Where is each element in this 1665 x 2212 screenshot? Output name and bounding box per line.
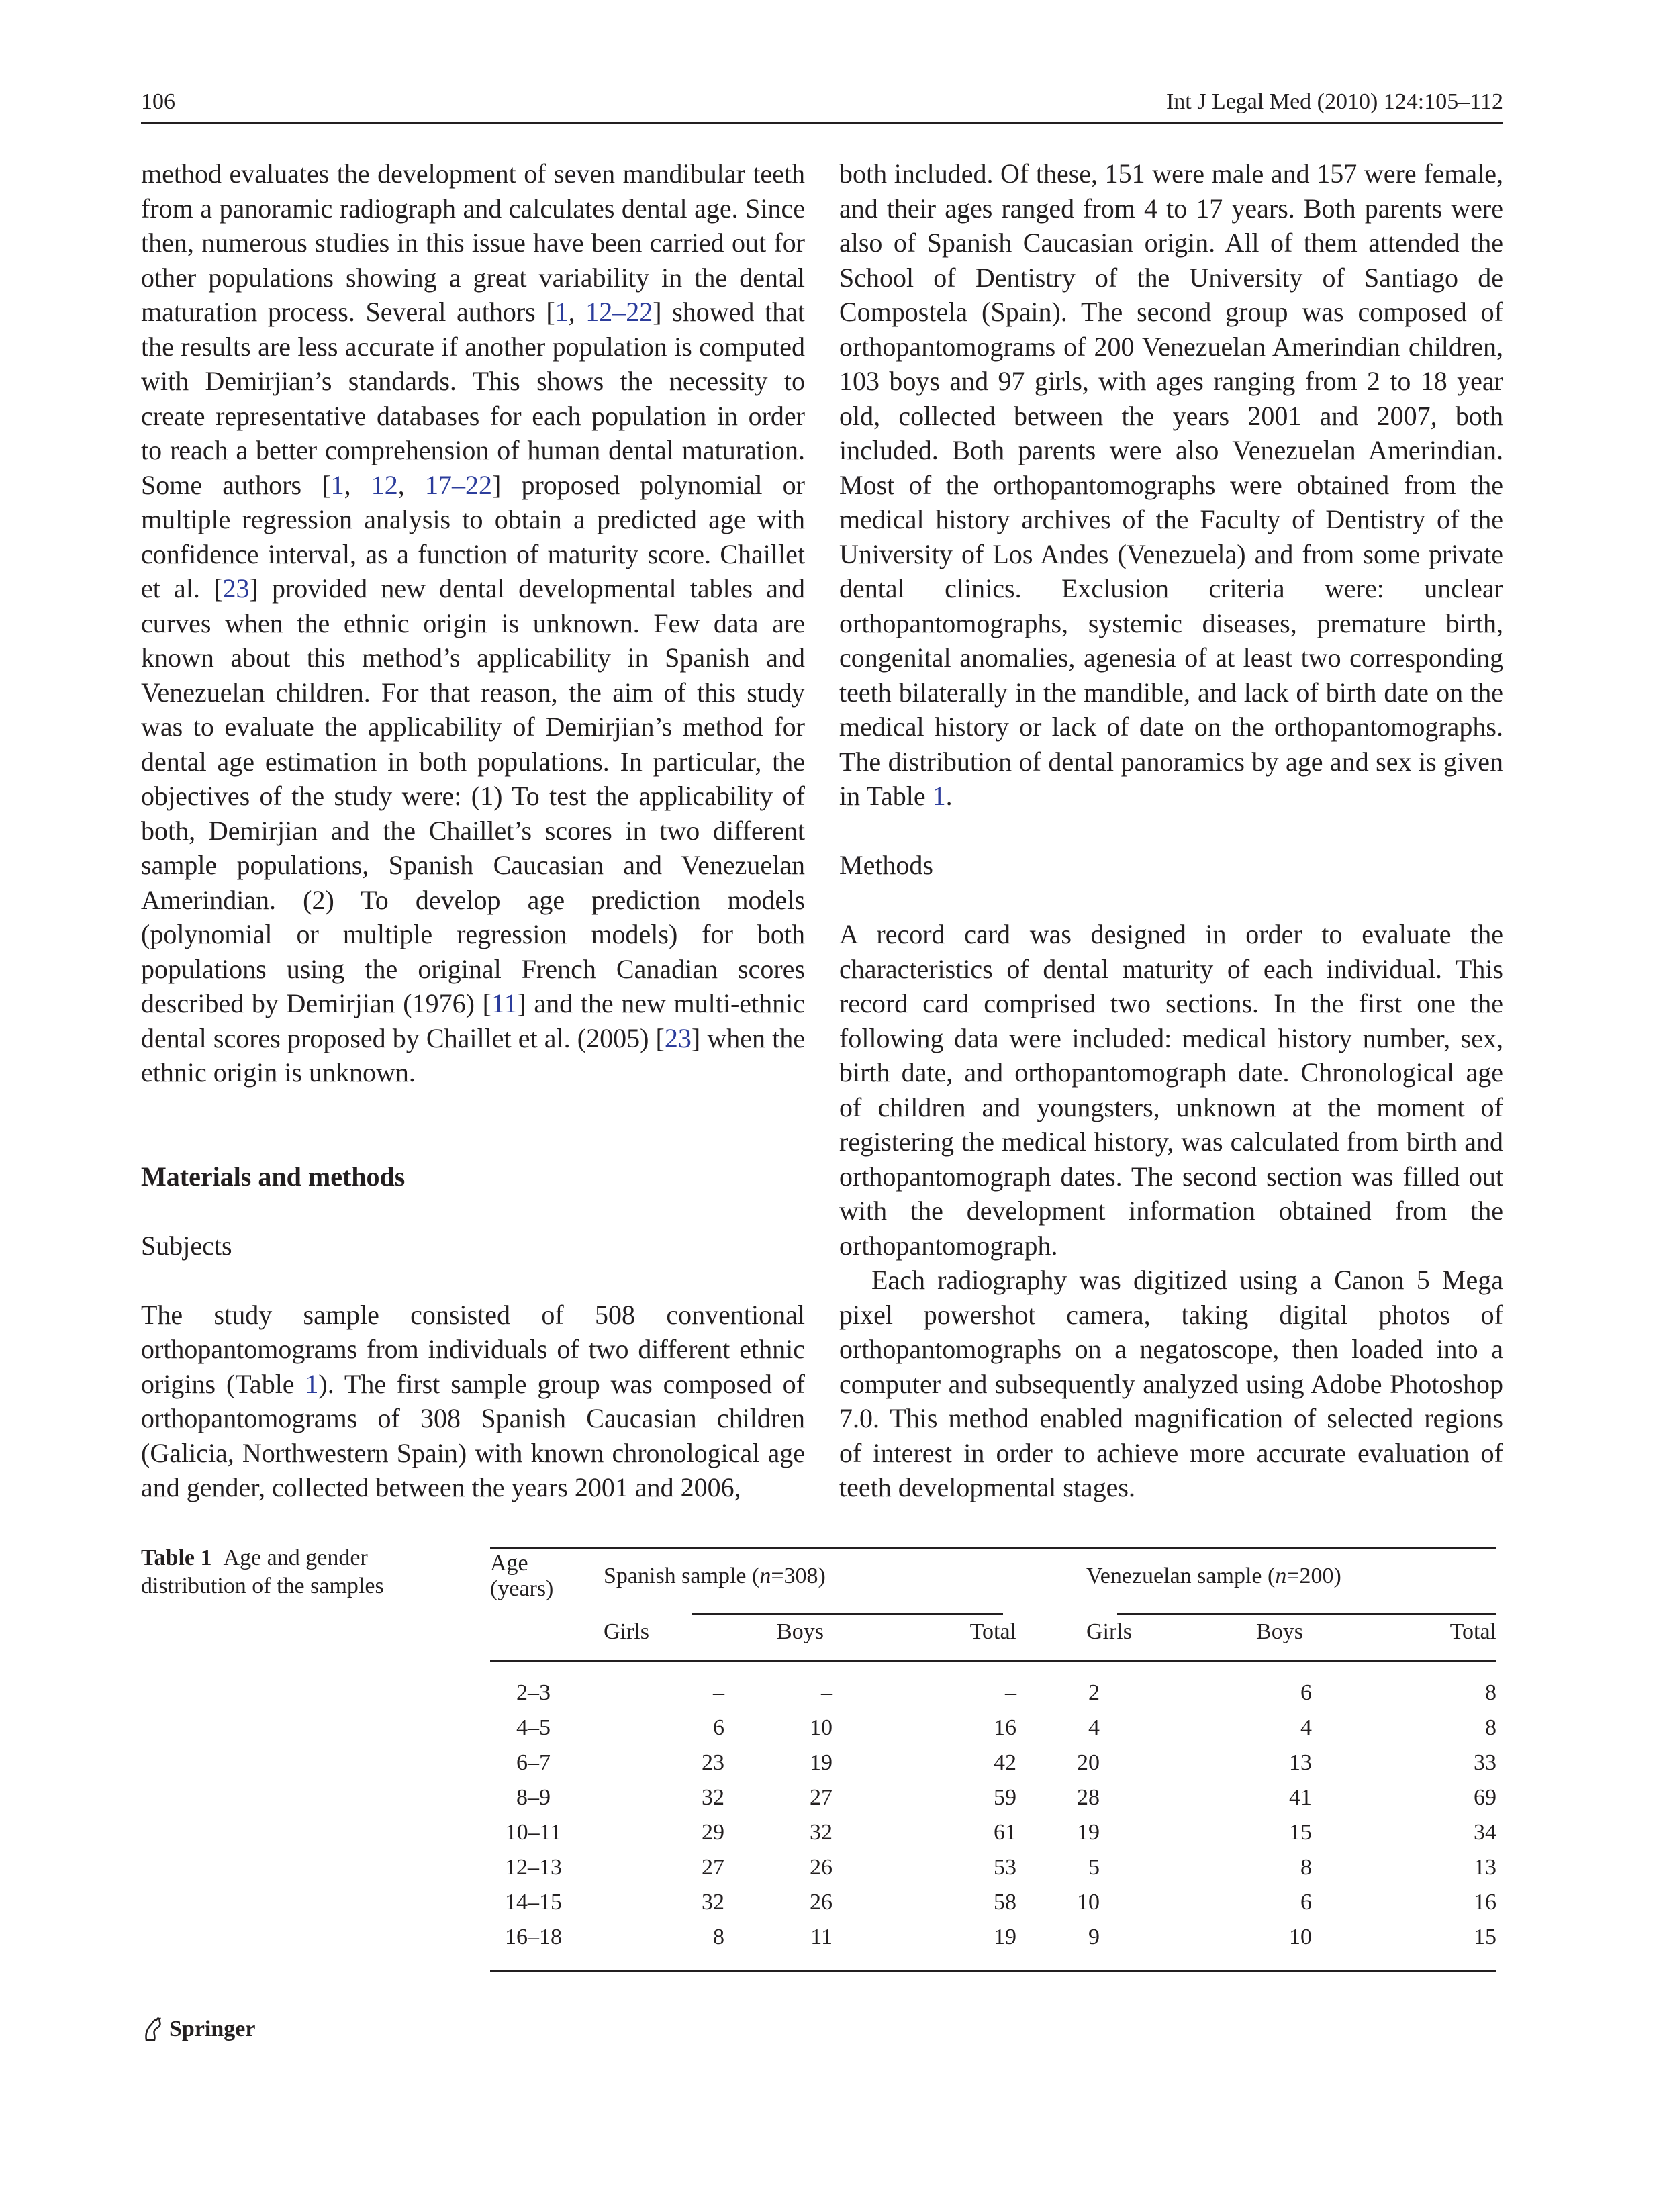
count-cell: 53	[994, 1855, 1016, 1880]
age-range-cell: 2–3	[516, 1680, 551, 1705]
table-link[interactable]: 1	[305, 1368, 319, 1399]
age-range-cell: 14–15	[505, 1890, 562, 1915]
right-column	[839, 156, 1503, 1505]
subheader-spanish-total: Total	[969, 1619, 1016, 1644]
left-column	[141, 156, 805, 1505]
count-cell: 10	[1077, 1890, 1100, 1915]
subsection-heading-methods: Methods	[839, 850, 933, 880]
spanish-group-rule	[692, 1613, 1003, 1615]
citation-link[interactable]: 12	[371, 469, 398, 500]
count-cell: 33	[1474, 1750, 1496, 1775]
count-cell: 4	[1088, 1715, 1100, 1740]
citation-link[interactable]: 17–22	[424, 469, 492, 500]
count-cell: 69	[1474, 1785, 1496, 1810]
col-header-spanish: Spanish sample (n=308)	[604, 1564, 826, 1588]
subheader-venezuelan-girls: Girls	[1086, 1619, 1132, 1644]
subheader-spanish-boys: Boys	[777, 1619, 824, 1644]
subheader-spanish-girls: Girls	[604, 1619, 649, 1644]
citation-link[interactable]: 12–22	[585, 297, 653, 327]
section-heading-materials: Materials and methods	[141, 1161, 406, 1192]
data-table	[490, 1547, 1496, 1972]
count-cell: 2	[1088, 1680, 1100, 1705]
col-header-age: Age (years)	[490, 1551, 554, 1601]
citation-link[interactable]: 23	[664, 1022, 692, 1053]
count-cell: 16	[1474, 1890, 1496, 1915]
count-cell: 9	[1088, 1925, 1100, 1950]
count-cell: 28	[1077, 1785, 1100, 1810]
count-cell: 15	[1474, 1925, 1496, 1950]
table-row	[490, 1920, 1496, 1971]
table-caption	[141, 1544, 457, 1600]
table-label: Table 1	[141, 1545, 212, 1570]
journal-reference: Int J Legal Med (2010) 124:105–112	[1166, 89, 1503, 114]
age-range-cell: 8–9	[516, 1785, 551, 1810]
count-cell: –	[713, 1680, 724, 1705]
table-row	[490, 1711, 1496, 1745]
count-cell: 29	[702, 1820, 724, 1845]
digitization-paragraph: Each radiography was digitized using a Canon 5 Mega pixel powershot camera, taking digital photos of orthopantomographs on a negatoscope, then loaded into a computer and subsequently analyzed using Adobe Photoshop 7.0. This method enabled magnification of selected regions of interest in order to achieve more accurate evaluation of teeth developmental stages.	[839, 1265, 1503, 1502]
age-range-cell: 10–11	[505, 1820, 562, 1845]
count-cell: 19	[994, 1925, 1016, 1950]
count-cell: 23	[702, 1750, 724, 1775]
count-cell: 41	[1289, 1785, 1312, 1810]
count-cell: 6	[1300, 1890, 1312, 1915]
count-cell: 13	[1289, 1750, 1312, 1775]
count-cell: 6	[1300, 1680, 1312, 1705]
age-range-cell: 12–13	[505, 1855, 562, 1880]
count-cell: 19	[1077, 1820, 1100, 1845]
subjects-continued-paragraph: both included. Of these, 151 were male and 157 were female, and their ages ranged from 4 to 17 years. Both parents were also of Spanish Caucasian origin. All of them attended the School of Dentistry of the University of Santiago de Compostela (Spain). The second group was composed of orthopantomograms of 200 Venezuelan Amerindian children, 103 boys and 97 girls, with ages ranging from 2 to 18 year old, collected between the years 2001 and 2007, both included. Both parents were also Venezuelan Amerindian. Most of the orthopantomographs were obtained from the medical history archives of the Faculty of Dentistry of the University of Los Andes (Venezuela) and from some private dental clinics. Exclusion criteria were: unclear orthopantomographs, systemic diseases, premature birth, congenital anomalies, agenesia of at least two corresponding teeth bilaterally in the mandible, and lack of birth date on the medical history or lack of date on the orthopantomographs. The distribution of dental panoramics by age and sex is given in Table 1.	[839, 158, 1503, 811]
count-cell: –	[821, 1680, 832, 1705]
count-cell: 6	[713, 1715, 724, 1740]
count-cell: 8	[1485, 1715, 1496, 1740]
count-cell: 4	[1300, 1715, 1312, 1740]
count-cell: 34	[1474, 1820, 1496, 1845]
subjects-paragraph: The study sample consisted of 508 conventional orthopantomograms from individuals of two different ethnic origins (Table 1). The first sample group was composed of orthopantomograms of 308 Spanish Caucasian children (Galicia, Northwestern Spain) with known chronological age and gender, collected between the years 2001 and 2006,	[141, 1299, 805, 1502]
header-rule	[141, 122, 1503, 124]
count-cell: 32	[702, 1890, 724, 1915]
citation-link[interactable]: 1	[330, 469, 344, 500]
count-cell: 8	[1300, 1855, 1312, 1880]
table-row	[490, 1745, 1496, 1780]
publisher-footer	[141, 2015, 255, 2043]
table-row	[490, 1885, 1496, 1920]
springer-horse-icon	[141, 2016, 165, 2043]
age-range-cell: 16–18	[505, 1925, 562, 1950]
table-link[interactable]: 1	[932, 781, 946, 811]
age-range-cell: 4–5	[516, 1715, 551, 1740]
page-number: 106	[141, 89, 175, 114]
count-cell: 58	[994, 1890, 1016, 1915]
count-cell: 42	[994, 1750, 1016, 1775]
count-cell: 27	[810, 1785, 832, 1810]
age-range-cell: 6–7	[516, 1750, 551, 1775]
table-row	[490, 1780, 1496, 1815]
count-cell: 16	[994, 1715, 1016, 1740]
venezuelan-group-rule	[1117, 1613, 1496, 1615]
publisher-name: Springer	[169, 2017, 256, 2041]
table-caption-text: Age and gender distribution of the samples	[141, 1545, 384, 1598]
count-cell: 32	[702, 1785, 724, 1810]
count-cell: 10	[810, 1715, 832, 1740]
count-cell: 59	[994, 1785, 1016, 1810]
count-cell: 5	[1088, 1855, 1100, 1880]
intro-paragraph: method evaluates the development of seven mandibular teeth from a panoramic radiograph and calculates dental age. Since then, numerous studies in this issue have been carried out for other populations showing a great variability in the dental maturation process. Several authors [1, 12–22] showed that the results are less accurate if another population is computed with Demirjian’s standards. This shows the necessity to create representative databases for each population in order to reach a better comprehension of human dental maturation. Some authors [1, 12, 17–22] proposed polynomial or multiple regression analysis to obtain a predicted age with confidence interval, as a function of maturity score. Chaillet et al. [23] provided new dental developmental tables and curves when the ethnic origin is unknown. Few data are known about this method’s applicability in Spanish and Venezuelan children. For that reason, the aim of this study was to evaluate the applicability of Demirjian’s method for dental age estimation in both populations. In particular, the objectives of the study were: (1) To test the applicability of both, Demirjian and the Chaillet’s scores in two different sample populations, Spanish Caucasian and Venezuelan Amerindian. (2) To develop age prediction models (polynomial or multiple regression models) for both populations using the original French Canadian scores described by Demirjian (1976) [11] and the new multi-ethnic dental scores proposed by Chaillet et al. (2005) [23] when the ethnic origin is unknown.	[141, 158, 806, 1088]
count-cell: 13	[1474, 1855, 1496, 1880]
methods-paragraph: A record card was designed in order to evaluate the characteristics of dental maturity of each individual. This record card comprised two sections. In the first one the following data were included: medical history number, sex, birth date, and orthopantomograph date. Chronological age of children and youngsters, unknown at the moment of registering the medical history, was calculated from birth and orthopantomograph dates. The second section was filled out with the development information obtained from the orthopantomograph.	[839, 919, 1503, 1261]
count-cell: 8	[1485, 1680, 1496, 1705]
table-row	[490, 1850, 1496, 1885]
count-cell: 26	[810, 1855, 832, 1880]
count-cell: 19	[810, 1750, 832, 1775]
table-row	[490, 1662, 1496, 1711]
count-cell: 20	[1077, 1750, 1100, 1775]
count-cell: 61	[994, 1820, 1016, 1845]
subheader-venezuelan-total: Total	[1449, 1619, 1496, 1644]
table-body	[490, 1662, 1496, 1971]
subheader-blank	[490, 1604, 577, 1662]
count-cell: 11	[810, 1925, 832, 1950]
count-cell: 27	[702, 1855, 724, 1880]
table-row	[490, 1815, 1496, 1850]
citation-link[interactable]: 23	[222, 573, 250, 604]
count-cell: –	[1005, 1680, 1016, 1705]
count-cell: 10	[1289, 1925, 1312, 1950]
citation-link[interactable]: 11	[491, 988, 518, 1018]
age-gender-table	[490, 1547, 1496, 1972]
count-cell: 15	[1289, 1820, 1312, 1845]
count-cell: 8	[713, 1925, 724, 1950]
count-cell: 26	[810, 1890, 832, 1915]
col-header-venezuelan: Venezuelan sample (n=200)	[1086, 1564, 1341, 1588]
citation-link[interactable]: 1	[555, 297, 569, 327]
subheader-venezuelan-boys: Boys	[1256, 1619, 1303, 1644]
count-cell: 32	[810, 1820, 832, 1845]
subsection-heading-subjects: Subjects	[141, 1230, 232, 1261]
